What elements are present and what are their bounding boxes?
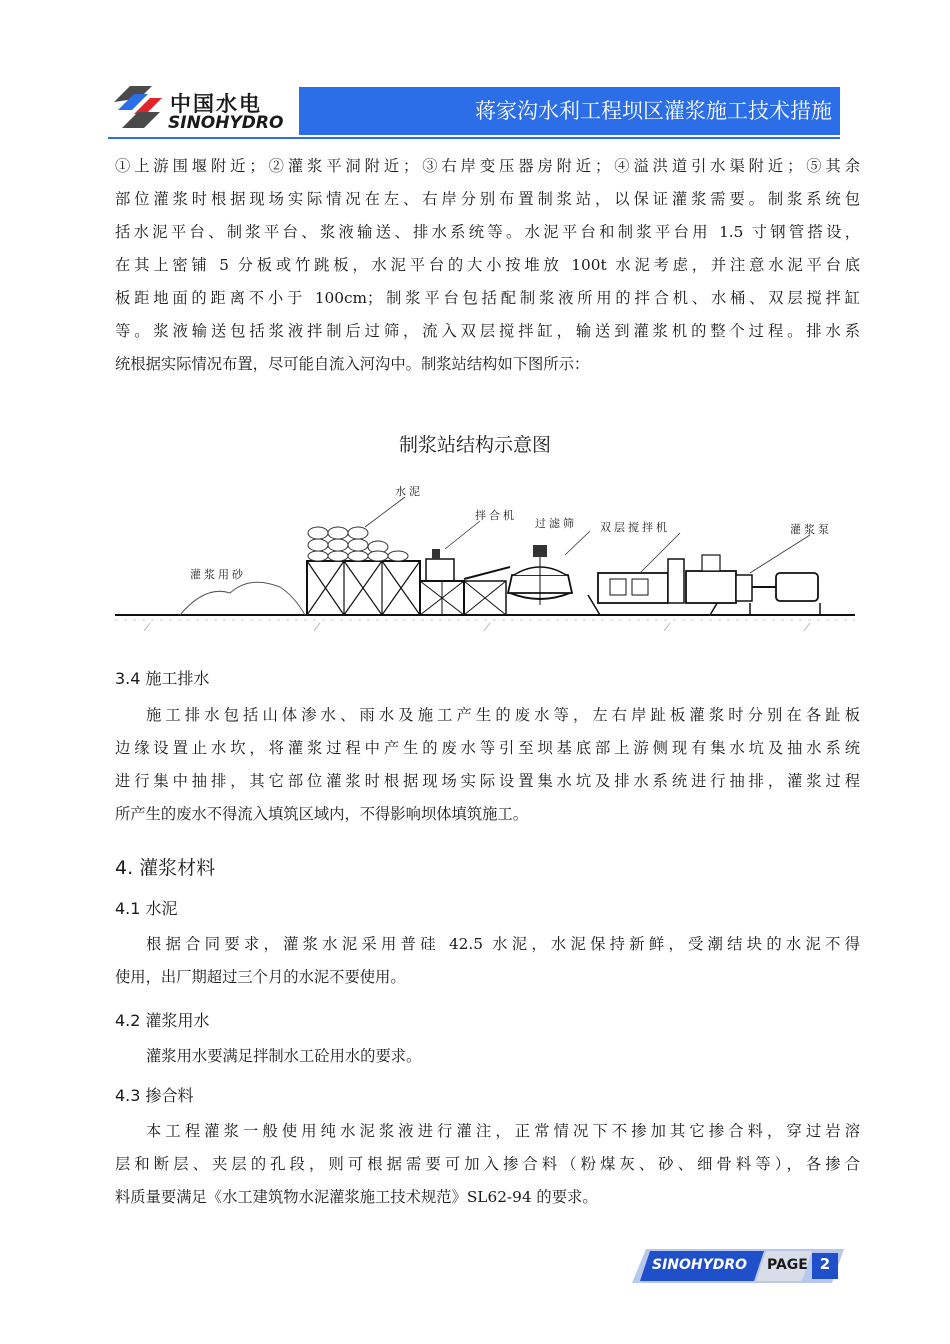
admixture-paragraph bbox=[115, 1115, 860, 1214]
paragraph-line: 本工程灌浆一般使用纯水泥浆液进行灌注，正常情况下不掺加其它掺合料，穿过岩溶 bbox=[146, 1122, 860, 1140]
paragraph-line: 板距地面的距离不小于 100cm；制浆平台包括配制浆液所用的拌合机、水桶、双层搅拌缸 bbox=[115, 289, 860, 307]
page-number: 2 bbox=[819, 1255, 831, 1273]
drainage-paragraph bbox=[115, 699, 860, 831]
pump-label: 灌浆泵 bbox=[790, 523, 832, 536]
cement-paragraph bbox=[115, 928, 860, 994]
paragraph-line: 灌浆用水要满足拌制水工砼用水的要求。 bbox=[146, 1047, 422, 1065]
paragraph-line: 统根据实际情况布置，尽可能自流入河沟中。制浆站结构如下图所示： bbox=[115, 355, 590, 373]
paragraph-line: 层和断层、夹层的孔段，则可根据需要可加入掺合料（粉煤灰、砂、细骨料等），各掺合 bbox=[115, 1155, 860, 1173]
paragraph-line: 进行集中抽排，其它部位灌浆时根据现场实际设置集水坑及排水系统进行抽排，灌浆过程 bbox=[115, 772, 860, 790]
header-bar bbox=[299, 87, 840, 135]
cement-label: 水泥 bbox=[395, 485, 423, 498]
paragraph-line: 所产生的废水不得流入填筑区域内，不得影响坝体填筑施工。 bbox=[115, 805, 529, 823]
mixer-label: 拌合机 bbox=[475, 509, 517, 522]
paragraph-line: 施工排水包括山体渗水、雨水及施工产生的废水等，左右岸趾板灌浆时分别在各趾板 bbox=[146, 706, 860, 724]
section-heading-4-1: 4.1 水泥 bbox=[115, 899, 178, 918]
paragraph-line: 根据合同要求，灌浆水泥采用普硅 42.5 水泥，水泥保持新鲜，受潮结块的水泥不得 bbox=[146, 935, 860, 953]
double-mixer-label: 双层搅拌机 bbox=[600, 521, 670, 534]
footer-brand: SINOHYDRO bbox=[652, 1257, 748, 1273]
sieve-label: 过滤筛 bbox=[535, 517, 577, 530]
paragraph-line: 在其上密铺 5 分板或竹跳板，水泥平台的大小按堆放 100t 水泥考虑，并注意水泥平台底 bbox=[115, 256, 860, 274]
page-footer bbox=[632, 1247, 844, 1285]
document-title: 蒋家沟水利工程坝区灌浆施工技术措施 bbox=[475, 99, 832, 123]
section-heading-4-2: 4.2 灌浆用水 bbox=[115, 1011, 210, 1030]
logo-chinese-text: 中国水电 bbox=[170, 92, 262, 116]
footer-page-label: PAGE bbox=[767, 1257, 808, 1273]
paragraph-line: 使用，出厂期超过三个月的水泥不要使用。 bbox=[115, 968, 406, 986]
company-logo bbox=[108, 80, 284, 136]
paragraph-line: 料质量要满足《水工建筑物水泥灌浆施工技术规范》SL62-94 的要求。 bbox=[115, 1188, 598, 1206]
paragraph-line: 部位灌浆时根据现场实际情况在左、右岸分别布置制浆站，以保证灌浆需要。制浆系统包 bbox=[115, 190, 860, 208]
section-heading-3-4: 3.4 施工排水 bbox=[115, 669, 210, 688]
station-structure-diagram bbox=[110, 475, 860, 645]
section-heading-4: 4. 灌浆材料 bbox=[115, 857, 216, 879]
paragraph-line: 等。浆液输送包括浆液拌制后过筛，流入双层搅拌缸，输送到灌浆机的整个过程。排水系 bbox=[115, 322, 860, 340]
intro-paragraph bbox=[115, 150, 860, 381]
header-divider bbox=[108, 137, 840, 139]
water-paragraph bbox=[115, 1040, 860, 1073]
paragraph-line: 边缘设置止水坎，将灌浆过程中产生的废水等引至坝基底部上游侧现有集水坑及抽水系统 bbox=[115, 739, 860, 757]
figure-title: 制浆站结构示意图 bbox=[398, 434, 551, 456]
paragraph-line: ①上游围堰附近；②灌浆平洞附近；③右岸变压器房附近；④溢洪道引水渠附近；⑤其余 bbox=[115, 157, 860, 175]
paragraph-line: 括水泥平台、制浆平台、浆液输送、排水系统等。水泥平台和制浆平台用 1.5 寸钢管搭设， bbox=[115, 223, 860, 241]
sand-label: 灌浆用砂 bbox=[190, 568, 246, 581]
sinohydro-logo-icon bbox=[108, 80, 168, 136]
section-heading-4-3: 4.3 掺合料 bbox=[115, 1086, 194, 1105]
logo-english-text: SINOHYDRO bbox=[168, 113, 284, 133]
